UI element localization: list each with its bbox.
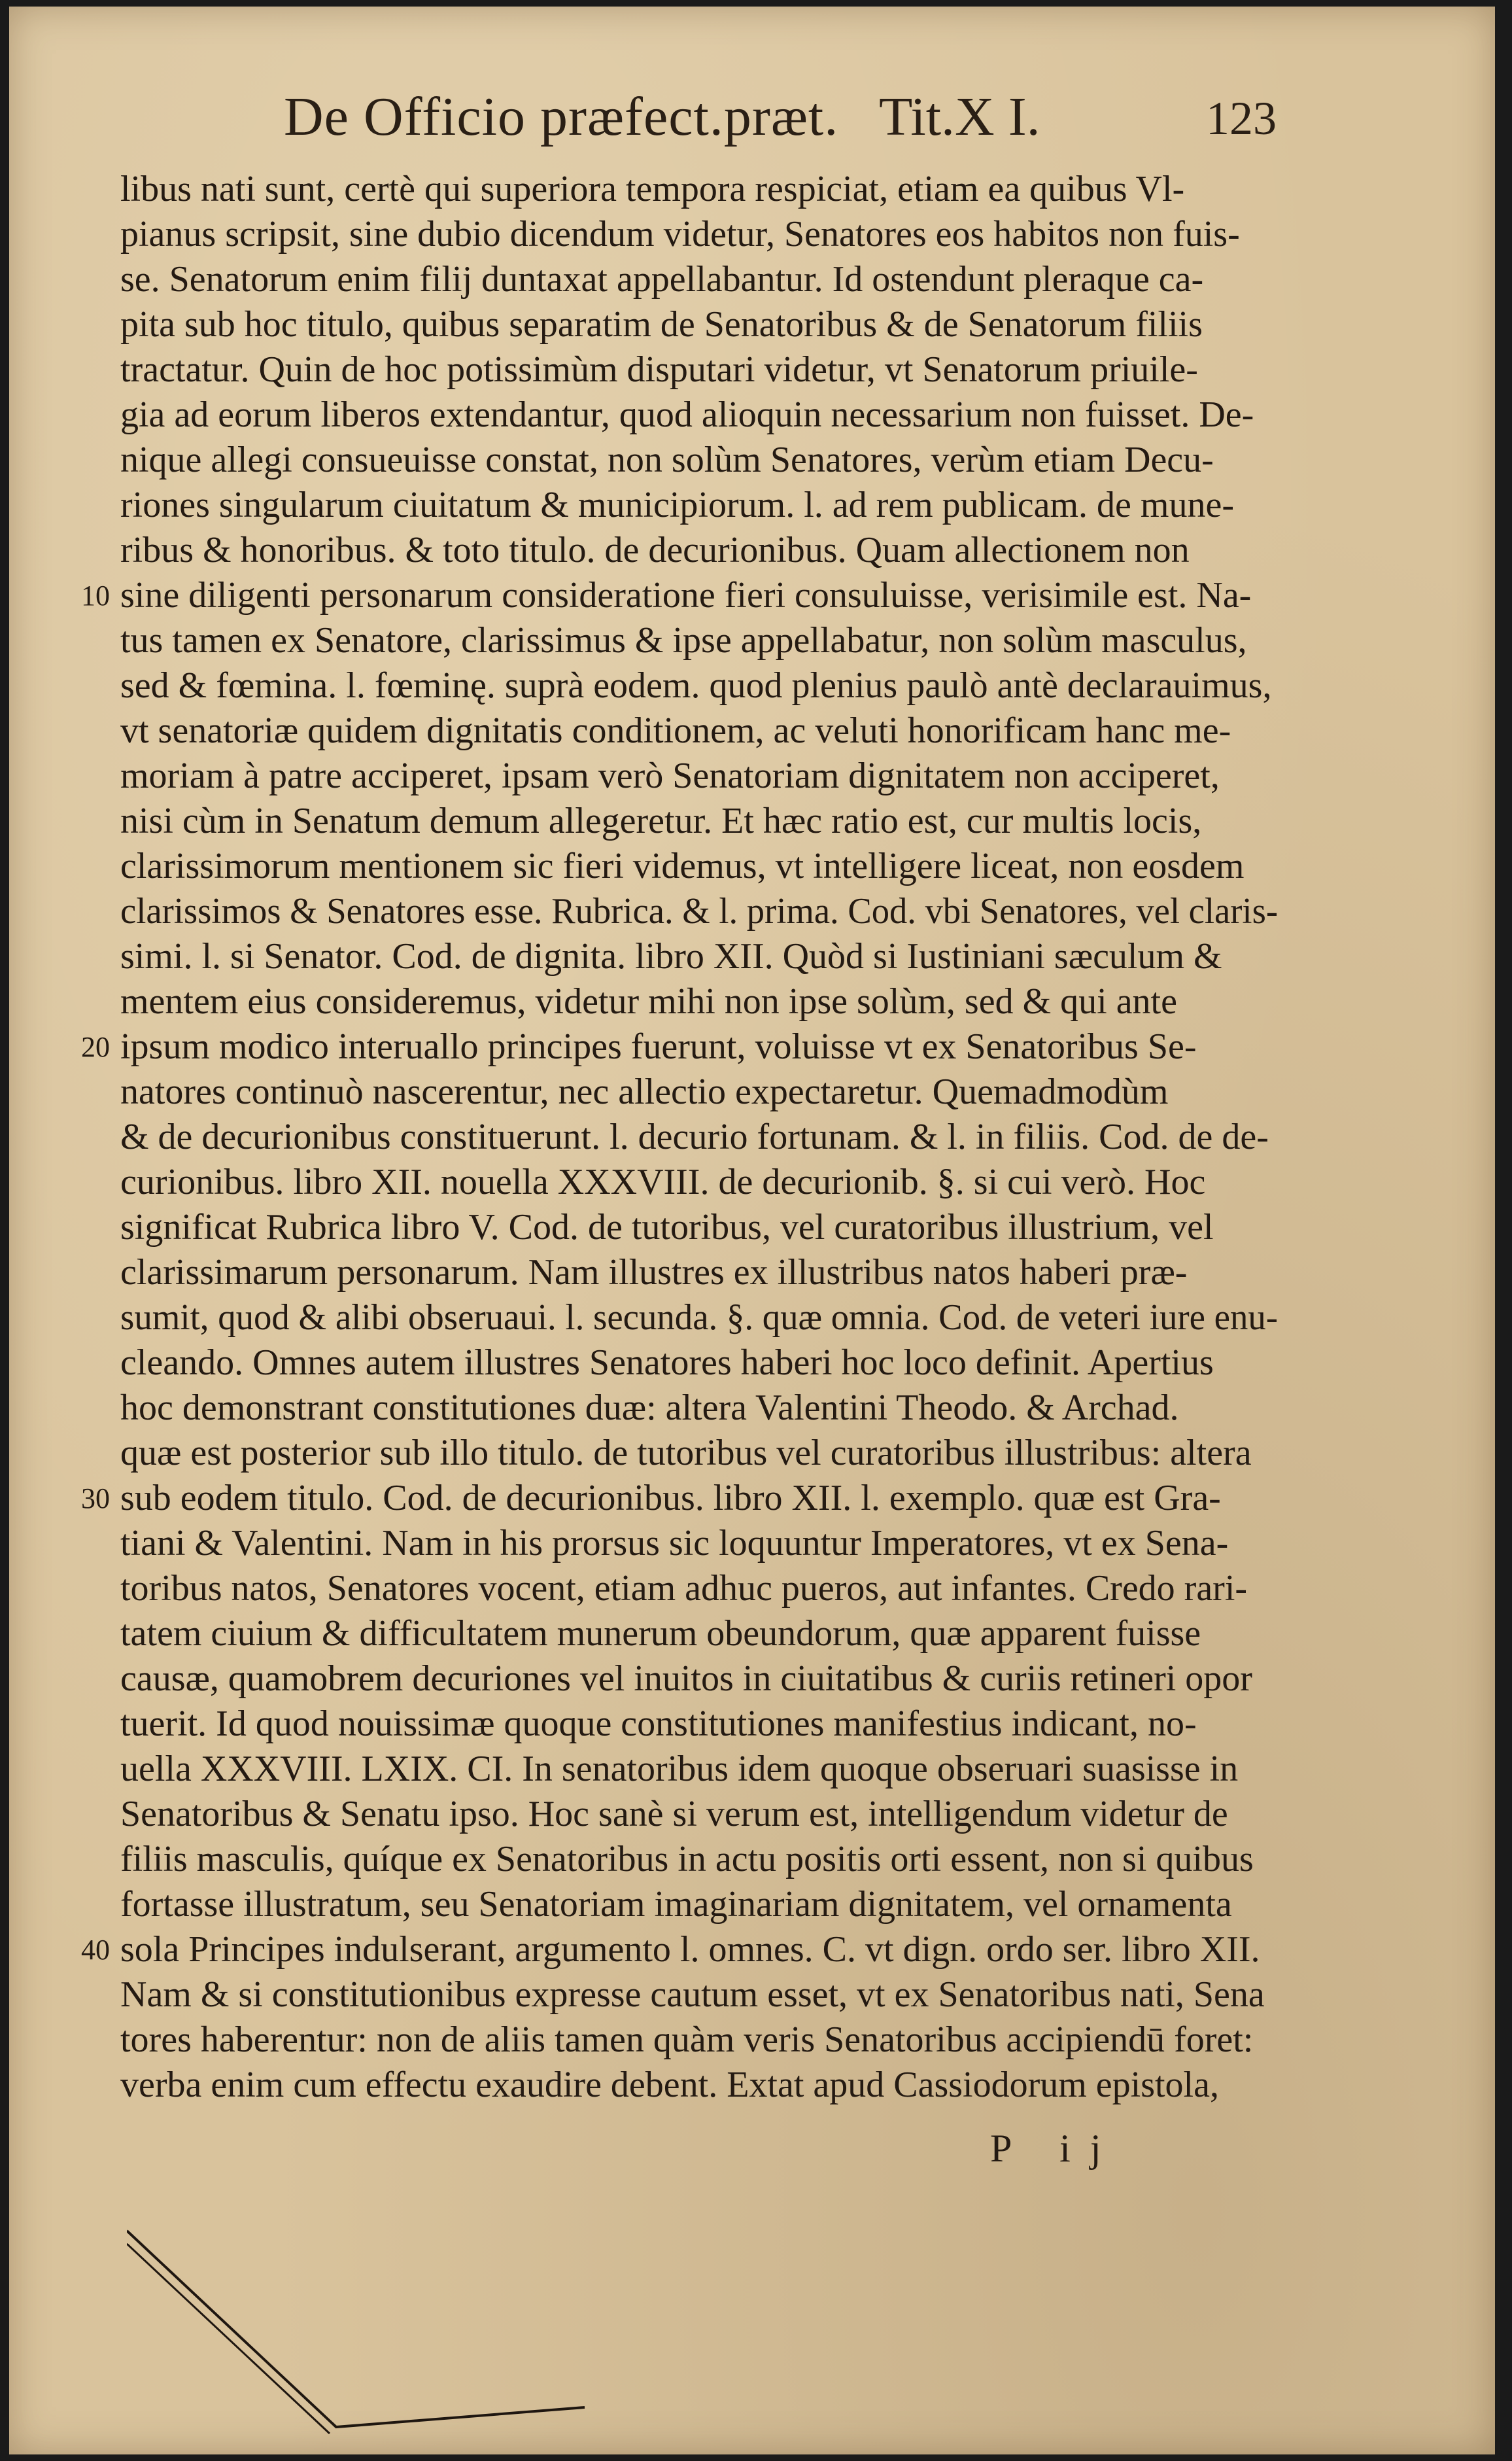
text-line-content: ribus & honoribus. & toto titulo. de decurionibus. Quam allectionem non xyxy=(120,530,1190,570)
text-line xyxy=(120,1386,1278,1431)
text-line xyxy=(120,212,1278,257)
text-line xyxy=(120,1160,1278,1205)
text-line xyxy=(120,1656,1278,1702)
text-line-content: & de decurionibus constituerunt. l. decurio fortunam. & l. in filiis. Cod. de de- xyxy=(120,1117,1269,1157)
text-line xyxy=(120,2063,1278,2108)
line-number: 10 xyxy=(81,580,110,612)
text-line xyxy=(81,1927,1278,1972)
text-line-content: simi. l. si Senator. Cod. de dignita. libro XII. Quòd si Iustiniani sæculum & xyxy=(120,936,1222,977)
text-line xyxy=(120,393,1278,438)
text-line-content: pita sub hoc titulo, quibus separatim de Senatoribus & de Senatorum filiis xyxy=(120,304,1203,345)
running-title: De Officio præfect.præt. xyxy=(284,86,839,147)
text-line xyxy=(120,1070,1278,1115)
text-line xyxy=(120,1611,1278,1656)
text-line xyxy=(120,302,1278,347)
text-line xyxy=(120,754,1278,799)
text-line-content: nisi cùm in Senatum demum allegeretur. Et hæc ratio est, cur multis locis, xyxy=(120,801,1202,841)
text-line-content: se. Senatorum enim filij duntaxat appellabantur. Id ostendunt pleraque ca- xyxy=(120,259,1204,300)
text-line xyxy=(120,934,1278,979)
text-line xyxy=(120,1115,1278,1160)
text-line-content: pianus scripsit, sine dubio dicendum videtur, Senatores eos habitos non fuis- xyxy=(120,214,1240,254)
text-line xyxy=(81,1024,1278,1070)
text-line-content: tractatur. Quin de hoc potissimùm disputari videtur, vt Senatorum priuile- xyxy=(120,349,1198,390)
text-line-content: gia ad eorum liberos extendantur, quod alioquin necessarium non fuisset. De- xyxy=(120,394,1254,435)
text-line-content: fortasse illustratum, seu Senatoriam imaginariam dignitatem, vel ornamenta xyxy=(120,1884,1232,1925)
text-line-content: natores continuò nascerentur, nec allectio expectaretur. Quemadmodùm xyxy=(120,1072,1169,1112)
text-line-content: tus tamen ex Senatore, clarissimus & ipse appellabatur, non solùm masculus, xyxy=(120,620,1247,661)
text-line-content: libus nati sunt, certè qui superiora tempora respiciat, etiam ea quibus Vl- xyxy=(120,169,1185,209)
text-line-content: sumit, quod & alibi obseruaui. l. secunda. §. quæ omnia. Cod. de veteri iure enu- xyxy=(120,1297,1279,1338)
title-section: Tit.X I. xyxy=(879,86,1040,147)
text-line xyxy=(120,1702,1278,1747)
text-line-content: clarissimorum mentionem sic fieri videmus, vt intelligere liceat, non eosdem xyxy=(120,846,1245,886)
text-line-content: tuerit. Id quod nouissimæ quoque constitutiones manifestius indicant, no- xyxy=(120,1703,1197,1744)
text-line xyxy=(120,167,1278,212)
text-line xyxy=(120,979,1278,1024)
text-line-content: tores haberentur: non de aliis tamen quàm veris Senatoribus accipiendū foret: xyxy=(120,2019,1254,2060)
text-line-content: riones singularum ciuitatum & municipiorum. l. ad rem publicam. de mune- xyxy=(120,485,1234,525)
text-line xyxy=(120,618,1278,663)
book-page xyxy=(9,7,1495,2454)
running-header xyxy=(284,85,1278,157)
text-line xyxy=(120,1747,1278,1792)
text-line-content: tiani & Valentini. Nam in his prorsus sic loquuntur Imperatores, vt ex Sena- xyxy=(120,1523,1229,1563)
text-line xyxy=(81,573,1278,618)
text-line xyxy=(120,1205,1278,1250)
text-line xyxy=(120,663,1278,708)
text-line xyxy=(120,844,1278,889)
text-line xyxy=(120,1295,1278,1340)
text-line xyxy=(120,1837,1278,1882)
text-line-content: uella XXXVIII. LXIX. CI. In senatoribus idem quoque obseruari suasisse in xyxy=(120,1749,1239,1789)
text-line-content: moriam à patre acciperet, ipsam verò Senatoriam dignitatem non acciperet, xyxy=(120,756,1220,796)
text-line-content: sine diligenti personarum consideratione fieri consuluisse, verisimile est. Na- xyxy=(120,575,1252,616)
text-line-content: sub eodem titulo. Cod. de decurionibus. libro XII. l. exemplo. quæ est Gra- xyxy=(120,1478,1221,1518)
text-line xyxy=(120,347,1278,393)
line-number: 30 xyxy=(81,1482,110,1514)
text-line-content: clarissimos & Senatores esse. Rubrica. & l. prima. Cod. vbi Senatores, vel claris- xyxy=(120,891,1278,932)
text-line xyxy=(120,799,1278,844)
text-line xyxy=(120,1972,1278,2017)
text-line xyxy=(120,1340,1278,1386)
text-line-content: toribus natos, Senatores vocent, etiam adhuc pueros, aut infantes. Credo rari- xyxy=(120,1568,1248,1609)
text-line xyxy=(120,483,1278,528)
text-line-content: tatem ciuium & difficultatem munerum obeundorum, quæ apparent fuisse xyxy=(120,1613,1201,1654)
text-line xyxy=(120,889,1278,934)
text-line xyxy=(120,1882,1278,1927)
text-line xyxy=(120,438,1278,483)
line-number: 20 xyxy=(81,1031,110,1063)
text-line-content: hoc demonstrant constitutiones duæ: altera Valentini Theodo. & Archad. xyxy=(120,1388,1179,1428)
text-line-content: sola Principes indulserant, argumento l. omnes. C. vt dign. ordo ser. libro XII. xyxy=(120,1929,1260,1970)
text-line-content: clarissimarum personarum. Nam illustres ex illustribus natos haberi præ- xyxy=(120,1252,1188,1293)
signature-mark: P ij xyxy=(990,2127,1121,2170)
folded-corner-mark xyxy=(127,2218,585,2440)
text-line-content: verba enim cum effectu exaudire debent. Extat apud Cassiodorum epistola, xyxy=(120,2065,1219,2105)
line-number: 40 xyxy=(81,1934,110,1966)
text-line xyxy=(120,257,1278,302)
text-line-content: Senatoribus & Senatu ipso. Hoc sanè si verum est, intelligendum videtur de xyxy=(120,1794,1228,1834)
text-line-content: significat Rubrica libro V. Cod. de tutoribus, vel curatoribus illustrium, vel xyxy=(120,1207,1214,1248)
text-line xyxy=(120,1792,1278,1837)
text-body xyxy=(81,167,1279,2108)
text-line xyxy=(120,528,1278,573)
text-line-content: ipsum modico interuallo principes fuerunt, voluisse vt ex Senatoribus Se- xyxy=(120,1026,1197,1067)
text-line xyxy=(120,1521,1278,1566)
text-line-content: nique allegi consueuisse constat, non solùm Senatores, verùm etiam Decu- xyxy=(120,440,1214,480)
text-line xyxy=(120,1250,1278,1295)
text-line xyxy=(120,1566,1278,1611)
text-line-content: curionibus. libro XII. nouella XXXVIII. de decurionib. §. si cui verò. Hoc xyxy=(120,1162,1206,1202)
text-line xyxy=(120,2017,1278,2063)
text-line xyxy=(81,1476,1278,1521)
text-line xyxy=(120,1431,1278,1476)
text-line-content: causæ, quamobrem decuriones vel inuitos in ciuitatibus & curiis retineri opor xyxy=(120,1658,1252,1699)
page-number: 123 xyxy=(1206,92,1277,145)
text-line-content: cleando. Omnes autem illustres Senatores haberi hoc loco definit. Apertius xyxy=(120,1342,1214,1383)
text-line-content: mentem eius consideremus, videtur mihi non ipse solùm, sed & qui ante xyxy=(120,981,1177,1022)
text-line-content: sed & fœmina. l. fœminę. suprà eodem. quod plenius paulò antè declarauimus, xyxy=(120,665,1272,706)
text-line-content: vt senatoriæ quidem dignitatis conditionem, ac veluti honorificam hanc me- xyxy=(120,710,1231,751)
text-line xyxy=(120,708,1278,754)
text-line-content: filiis masculis, quíque ex Senatoribus in actu positis orti essent, non si quibus xyxy=(120,1839,1254,1879)
text-line-content: Nam & si constitutionibus expresse cautum esset, vt ex Senatoribus nati, Sena xyxy=(120,1974,1265,2015)
text-line-content: quæ est posterior sub illo titulo. de tutoribus vel curatoribus illustribus: altera xyxy=(120,1433,1252,1473)
